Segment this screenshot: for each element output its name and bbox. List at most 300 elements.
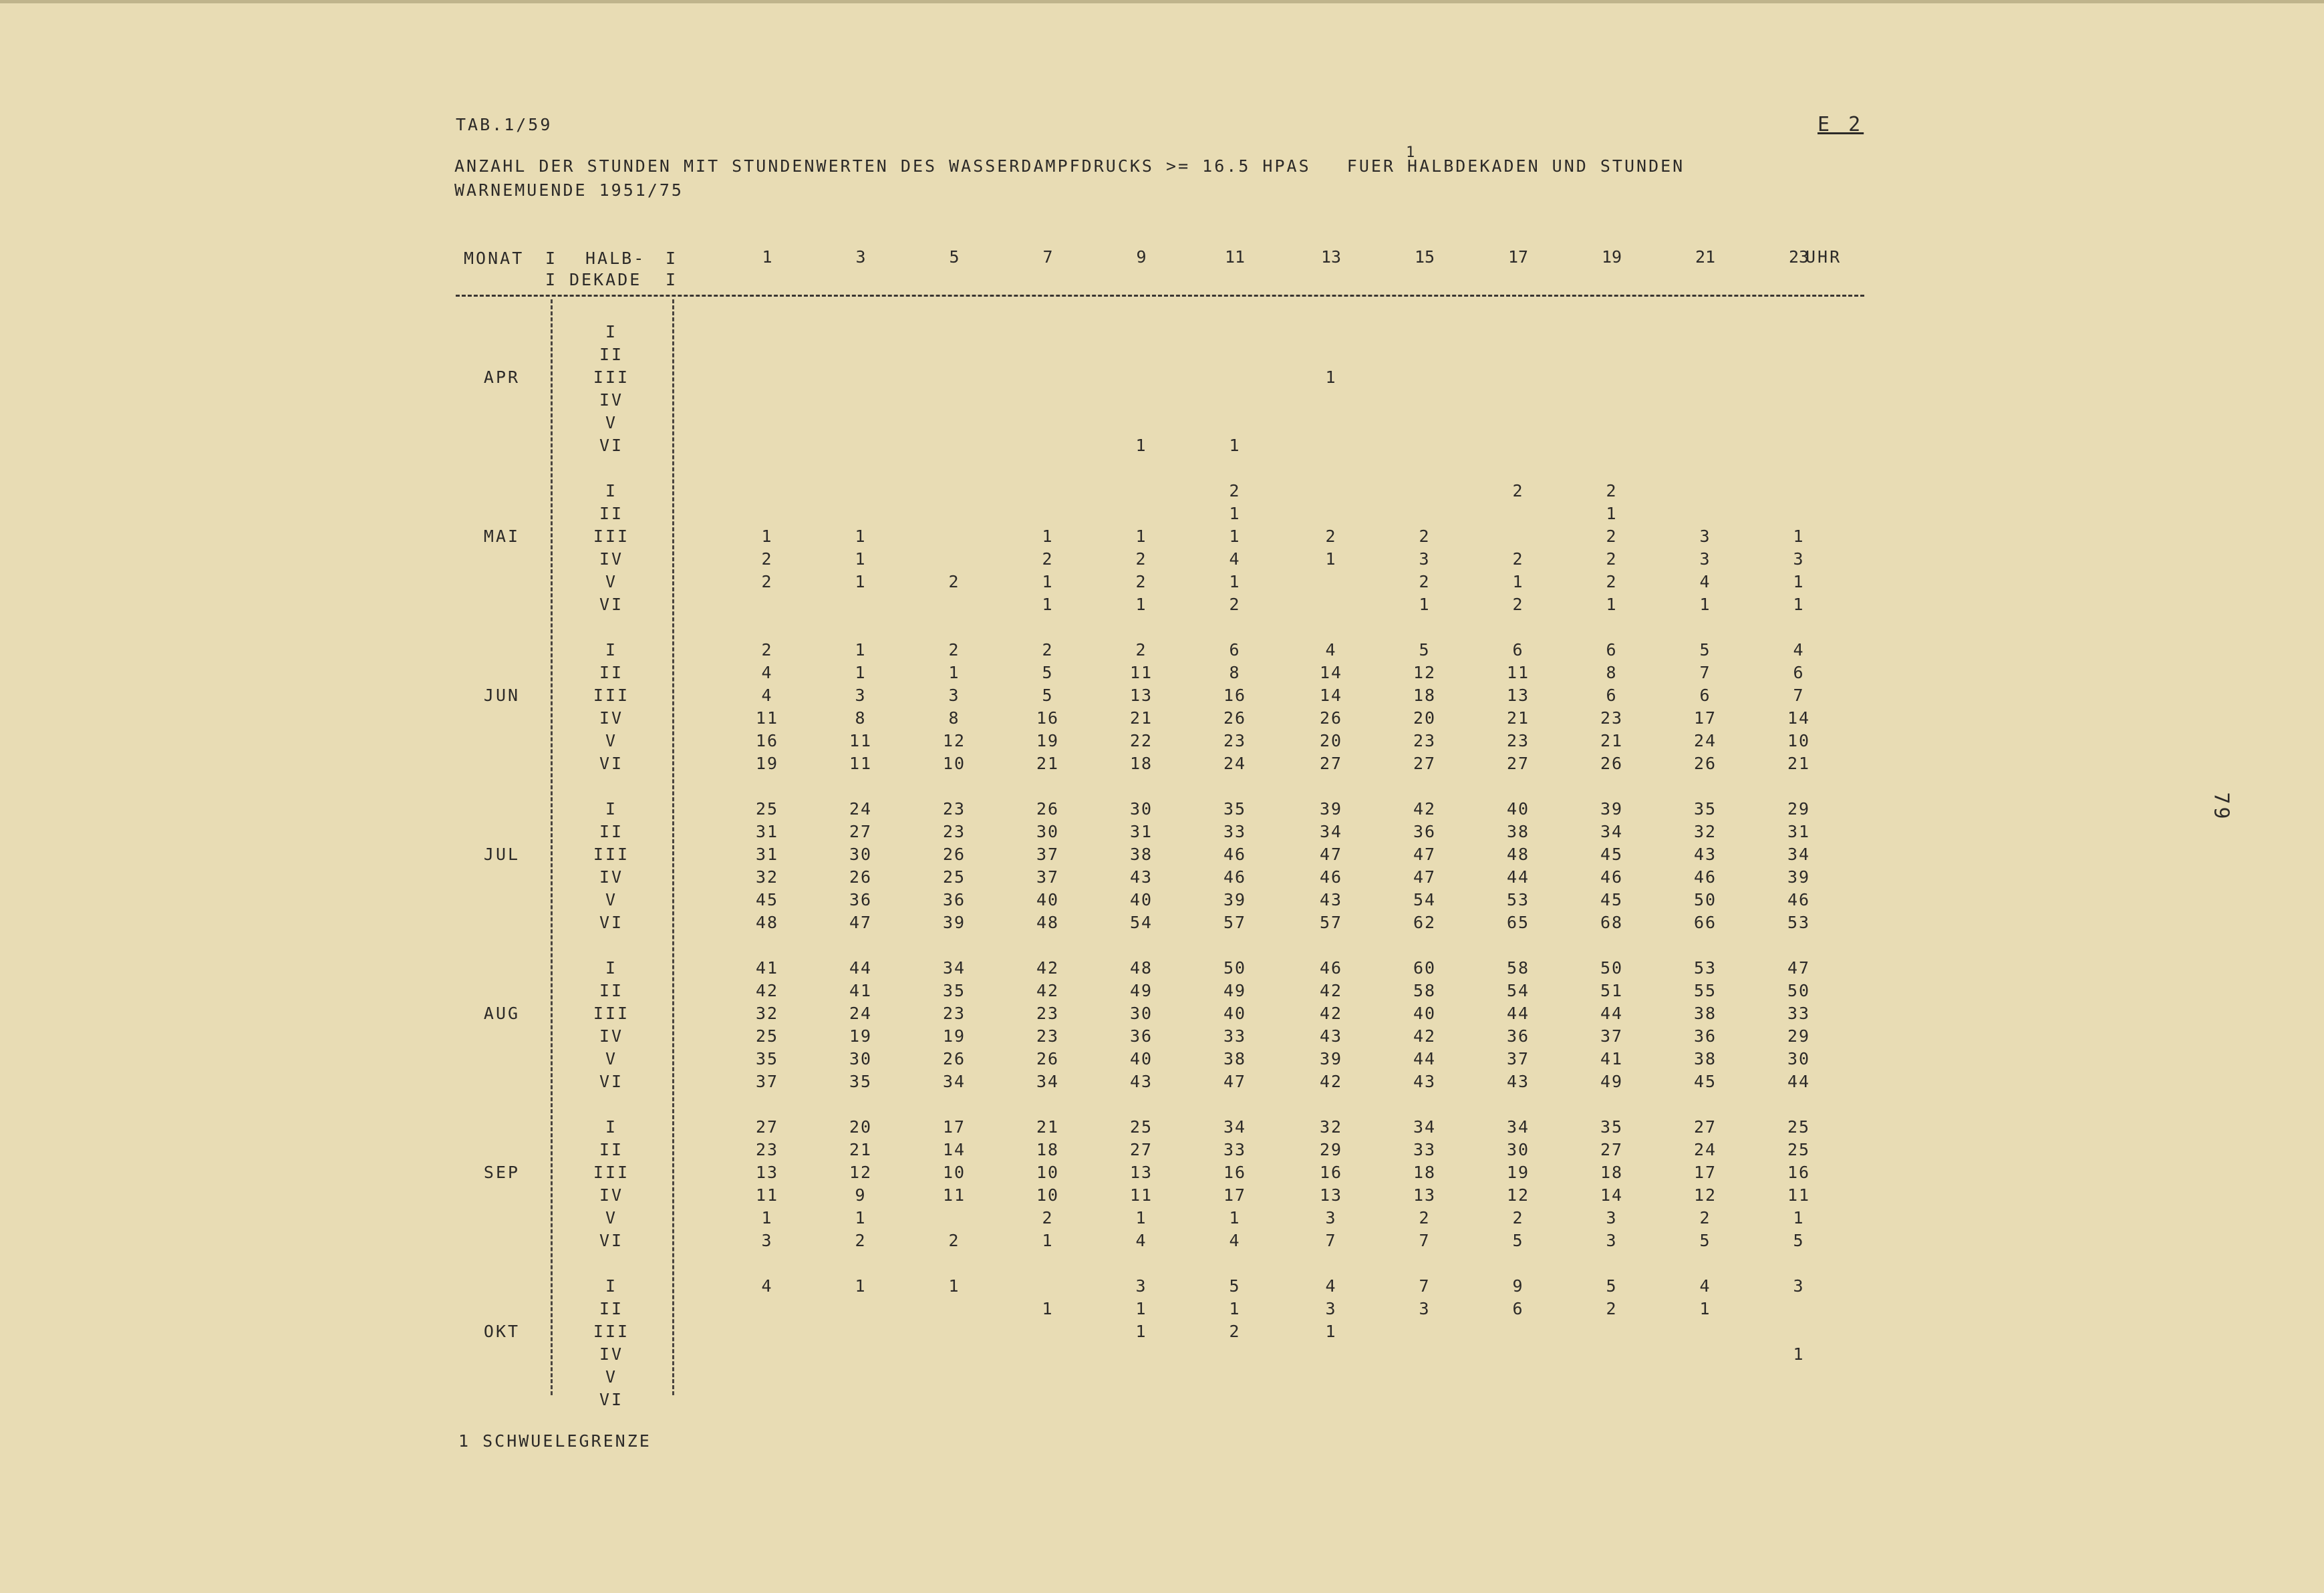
hour-header-19: 19	[1601, 247, 1622, 267]
table-cell: 39	[1223, 890, 1247, 909]
halbdekade-label: IV	[599, 867, 624, 887]
halbdekade-label: III	[593, 1004, 630, 1023]
table-cell: 1	[1793, 527, 1805, 546]
table-cell: 10	[942, 1163, 966, 1182]
halbdekade-label: II	[599, 663, 624, 682]
table-cell: 32	[1319, 1117, 1343, 1137]
table-cell: 1	[761, 527, 773, 546]
table-cell: 3	[1419, 549, 1431, 569]
halbdekade-label: VI	[599, 595, 624, 614]
table-cell: 47	[1413, 867, 1437, 887]
table-cell: 6	[1699, 686, 1711, 705]
table-cell: 21	[1506, 708, 1530, 728]
table-cell: 34	[1319, 822, 1343, 841]
table-cell: 11	[942, 1185, 966, 1205]
table-cell: 29	[1787, 799, 1811, 819]
table-cell: 24	[1693, 1140, 1717, 1159]
table-cell: 25	[755, 799, 779, 819]
table-cell: 62	[1413, 913, 1437, 932]
table-cell: 35	[942, 981, 966, 1000]
table-cell: 38	[1129, 845, 1153, 864]
table-cell: 37	[1506, 1049, 1530, 1068]
table-cell: 2	[1042, 549, 1054, 569]
table-cell: 34	[1036, 1072, 1060, 1091]
table-cell: 54	[1129, 913, 1153, 932]
table-cell: 37	[1036, 845, 1060, 864]
table-cell: 19	[755, 754, 779, 773]
table-cell: 13	[1413, 1185, 1437, 1205]
table-cell: 1	[1135, 1299, 1147, 1318]
header-unit: UHR	[1805, 247, 1842, 267]
table-cell: 42	[1036, 981, 1060, 1000]
table-cell: 23	[755, 1140, 779, 1159]
table-cell: 1	[1135, 595, 1147, 614]
table-cell: 1	[855, 640, 867, 660]
table-cell: 25	[942, 867, 966, 887]
table-cell: 39	[1787, 867, 1811, 887]
table-cell: 50	[1223, 958, 1247, 978]
table-cell: 47	[1787, 958, 1811, 978]
table-cell: 42	[1319, 1004, 1343, 1023]
table-cell: 2	[1699, 1208, 1711, 1227]
table-cell: 36	[1506, 1026, 1530, 1046]
table-cell: 42	[755, 981, 779, 1000]
table-cell: 1	[1699, 1299, 1711, 1318]
table-cell: 11	[1506, 663, 1530, 682]
table-cell: 43	[1319, 1026, 1343, 1046]
table-cell: 50	[1600, 958, 1624, 978]
table-cell: 2	[1512, 549, 1524, 569]
halbdekade-label: I	[605, 640, 618, 660]
table-cell: 1	[855, 1208, 867, 1227]
table-cell: 44	[1506, 1004, 1530, 1023]
table-cell: 10	[1036, 1163, 1060, 1182]
table-cell: 36	[1693, 1026, 1717, 1046]
table-cell: 10	[1036, 1185, 1060, 1205]
table-cell: 26	[1223, 708, 1247, 728]
table-cell: 24	[849, 799, 873, 819]
table-cell: 21	[1787, 754, 1811, 773]
title-line-2: WARNEMUENDE 1951/75	[454, 180, 684, 200]
table-cell: 3	[1325, 1299, 1337, 1318]
table-cell: 38	[1506, 822, 1530, 841]
table-cell: 46	[1319, 958, 1343, 978]
title-footnote-marker: 1	[1406, 144, 1417, 161]
table-cell: 1	[761, 1208, 773, 1227]
halbdekade-label: I	[605, 322, 618, 341]
table-cell: 30	[1036, 822, 1060, 841]
table-cell: 3	[1606, 1231, 1618, 1250]
hour-header-1: 1	[762, 247, 772, 267]
table-cell: 1	[855, 527, 867, 546]
table-cell: 4	[761, 1276, 773, 1296]
table-cell: 4	[1229, 549, 1241, 569]
table-cell: 48	[755, 913, 779, 932]
table-cell: 20	[849, 1117, 873, 1137]
table-cell: 5	[1793, 1231, 1805, 1250]
table-cell: 23	[942, 1004, 966, 1023]
header-separator	[456, 295, 1864, 297]
table-cell: 13	[1129, 686, 1153, 705]
halbdekade-label: V	[605, 890, 618, 909]
table-cell: 27	[849, 822, 873, 841]
table-cell: 2	[855, 1231, 867, 1250]
halbdekade-label: IV	[599, 1185, 624, 1205]
halbdekade-label: III	[593, 1163, 630, 1182]
table-cell: 41	[849, 981, 873, 1000]
table-cell: 18	[1036, 1140, 1060, 1159]
table-cell: 2	[948, 1231, 960, 1250]
month-label: MAI	[483, 527, 521, 546]
hour-header-9: 9	[1136, 247, 1147, 267]
table-cell: 6	[1512, 1299, 1524, 1318]
table-cell: 34	[1600, 822, 1624, 841]
table-cell: 1	[1419, 595, 1431, 614]
table-cell: 1	[1229, 1208, 1241, 1227]
table-cell: 11	[755, 1185, 779, 1205]
table-cell: 34	[1787, 845, 1811, 864]
header-sep-i: I	[666, 270, 678, 289]
table-cell: 35	[1693, 799, 1717, 819]
table-cell: 11	[1129, 663, 1153, 682]
halbdekade-label: IV	[599, 1344, 624, 1364]
table-cell: 2	[1419, 527, 1431, 546]
table-cell: 8	[855, 708, 867, 728]
table-cell: 21	[849, 1140, 873, 1159]
table-cell: 45	[1600, 845, 1624, 864]
header-sep-i: I	[545, 249, 558, 268]
table-cell: 32	[1693, 822, 1717, 841]
table-cell: 29	[1319, 1140, 1343, 1159]
halbdekade-label: II	[599, 822, 624, 841]
table-cell: 3	[761, 1231, 773, 1250]
table-cell: 58	[1413, 981, 1437, 1000]
table-cell: 27	[1413, 754, 1437, 773]
table-cell: 3	[1793, 1276, 1805, 1296]
table-cell: 4	[761, 663, 773, 682]
table-cell: 33	[1223, 1026, 1247, 1046]
table-cell: 1	[1042, 527, 1054, 546]
table-cell: 30	[1129, 1004, 1153, 1023]
halbdekade-label: V	[605, 1208, 618, 1227]
table-cell: 40	[1506, 799, 1530, 819]
table-cell: 1	[855, 572, 867, 591]
table-cell: 34	[1413, 1117, 1437, 1137]
table-cell: 53	[1693, 958, 1717, 978]
table-cell: 37	[755, 1072, 779, 1091]
table-cell: 11	[755, 708, 779, 728]
table-cell: 34	[1223, 1117, 1247, 1137]
table-cell: 4	[1699, 1276, 1711, 1296]
table-cell: 14	[1319, 663, 1343, 682]
table-cell: 42	[1413, 1026, 1437, 1046]
table-cell: 65	[1506, 913, 1530, 932]
table-cell: 6	[1512, 640, 1524, 660]
table-cell: 1	[1606, 504, 1618, 523]
table-cell: 24	[1693, 731, 1717, 750]
table-cell: 5	[1699, 1231, 1711, 1250]
table-cell: 31	[755, 822, 779, 841]
table-cell: 2	[761, 640, 773, 660]
halbdekade-label: V	[605, 572, 618, 591]
table-cell: 3	[1793, 549, 1805, 569]
halbdekade-label: II	[599, 504, 624, 523]
table-cell: 34	[942, 958, 966, 978]
table-cell: 30	[1129, 799, 1153, 819]
table-cell: 66	[1693, 913, 1717, 932]
table-cell: 43	[1319, 890, 1343, 909]
table-cell: 6	[1229, 640, 1241, 660]
table-cell: 1	[1512, 572, 1524, 591]
halbdekade-label: IV	[599, 390, 624, 410]
document-code: E 2	[1818, 113, 1864, 136]
table-cell: 1	[1793, 1208, 1805, 1227]
table-cell: 1	[1229, 572, 1241, 591]
table-cell: 14	[1787, 708, 1811, 728]
table-cell: 14	[1319, 686, 1343, 705]
table-cell: 60	[1413, 958, 1437, 978]
table-cell: 2	[1229, 595, 1241, 614]
table-cell: 17	[942, 1117, 966, 1137]
table-cell: 21	[1600, 731, 1624, 750]
table-cell: 1	[1229, 504, 1241, 523]
table-cell: 5	[1042, 686, 1054, 705]
halbdekade-label: I	[605, 799, 618, 819]
table-cell: 50	[1693, 890, 1717, 909]
table-cell: 2	[948, 640, 960, 660]
table-cell: 3	[948, 686, 960, 705]
hour-header-5: 5	[949, 247, 960, 267]
table-cell: 1	[855, 549, 867, 569]
table-cell: 18	[1413, 1163, 1437, 1182]
table-cell: 26	[1600, 754, 1624, 773]
table-cell: 1	[1042, 1299, 1054, 1318]
table-cell: 2	[1229, 1322, 1241, 1341]
table-cell: 26	[942, 1049, 966, 1068]
table-cell: 33	[1223, 1140, 1247, 1159]
table-cell: 1	[1325, 1322, 1337, 1341]
table-cell: 42	[1319, 1072, 1343, 1091]
hour-header-7: 7	[1042, 247, 1053, 267]
table-cell: 27	[1129, 1140, 1153, 1159]
table-cell: 2	[1419, 1208, 1431, 1227]
table-cell: 26	[1036, 799, 1060, 819]
table-cell: 68	[1600, 913, 1624, 932]
table-cell: 44	[849, 958, 873, 978]
table-cell: 2	[1512, 595, 1524, 614]
table-cell: 18	[1600, 1163, 1624, 1182]
table-cell: 30	[1506, 1140, 1530, 1159]
column-rule-left	[551, 299, 553, 1395]
table-cell: 39	[942, 913, 966, 932]
table-cell: 16	[1787, 1163, 1811, 1182]
table-cell: 1	[1793, 572, 1805, 591]
table-cell: 18	[1413, 686, 1437, 705]
table-cell: 32	[755, 1004, 779, 1023]
halbdekade-label: III	[593, 527, 630, 546]
table-cell: 26	[849, 867, 873, 887]
table-cell: 2	[1135, 640, 1147, 660]
table-cell: 26	[1036, 1049, 1060, 1068]
halbdekade-label: II	[599, 345, 624, 364]
table-cell: 35	[849, 1072, 873, 1091]
month-label: JUL	[483, 845, 521, 864]
table-cell: 5	[1042, 663, 1054, 682]
table-cell: 57	[1223, 913, 1247, 932]
table-cell: 25	[1787, 1140, 1811, 1159]
table-cell: 14	[1600, 1185, 1624, 1205]
table-cell: 26	[1693, 754, 1717, 773]
table-cell: 40	[1036, 890, 1060, 909]
halbdekade-label: VI	[599, 754, 624, 773]
halbdekade-label: II	[599, 981, 624, 1000]
table-cell: 47	[1223, 1072, 1247, 1091]
table-cell: 51	[1600, 981, 1624, 1000]
table-cell: 8	[948, 708, 960, 728]
table-cell: 11	[849, 754, 873, 773]
table-cell: 21	[1036, 1117, 1060, 1137]
table-cell: 46	[1693, 867, 1717, 887]
table-cell: 38	[1693, 1049, 1717, 1068]
table-cell: 23	[1506, 731, 1530, 750]
header-dekade: DEKADE	[569, 270, 642, 289]
halbdekade-label: IV	[599, 708, 624, 728]
table-cell: 43	[1693, 845, 1717, 864]
table-cell: 37	[1036, 867, 1060, 887]
table-cell: 3	[1699, 549, 1711, 569]
table-cell: 46	[1223, 845, 1247, 864]
table-cell: 3	[1419, 1299, 1431, 1318]
table-cell: 38	[1693, 1004, 1717, 1023]
table-cell: 23	[942, 799, 966, 819]
table-cell: 16	[1223, 686, 1247, 705]
table-cell: 18	[1129, 754, 1153, 773]
table-cell: 4	[1135, 1231, 1147, 1250]
footnote: 1 SCHWUELEGRENZE	[458, 1431, 651, 1451]
table-cell: 21	[1036, 754, 1060, 773]
table-cell: 14	[942, 1140, 966, 1159]
table-cell: 1	[1699, 595, 1711, 614]
table-cell: 54	[1506, 981, 1530, 1000]
halbdekade-label: II	[599, 1299, 624, 1318]
table-cell: 1	[948, 663, 960, 682]
table-cell: 27	[1506, 754, 1530, 773]
title-line-1-main: ANZAHL DER STUNDEN MIT STUNDENWERTEN DES WASSERDAMPFDRUCKS >= 16.5 HPAS	[454, 156, 1311, 176]
table-cell: 4	[1229, 1231, 1241, 1250]
table-cell: 1	[1325, 549, 1337, 569]
table-cell: 19	[1506, 1163, 1530, 1182]
table-cell: 49	[1129, 981, 1153, 1000]
month-label: AUG	[483, 1004, 521, 1023]
hour-header-3: 3	[855, 247, 866, 267]
header-sep-i: I	[666, 249, 678, 268]
halbdekade-label: I	[605, 481, 618, 500]
table-cell: 27	[755, 1117, 779, 1137]
table-cell: 7	[1699, 663, 1711, 682]
table-cell: 31	[1787, 822, 1811, 841]
table-cell: 5	[1512, 1231, 1524, 1250]
table-cell: 5	[1699, 640, 1711, 660]
table-cell: 2	[1135, 572, 1147, 591]
table-cell: 48	[1129, 958, 1153, 978]
table-cell: 47	[1319, 845, 1343, 864]
month-label: SEP	[483, 1163, 521, 1182]
header-sep-i: I	[545, 270, 558, 289]
table-cell: 38	[1223, 1049, 1247, 1068]
table-cell: 6	[1793, 663, 1805, 682]
table-cell: 2	[1606, 481, 1618, 500]
table-cell: 8	[1606, 663, 1618, 682]
table-cell: 45	[1600, 890, 1624, 909]
hour-header-11: 11	[1224, 247, 1246, 267]
table-cell: 46	[1223, 867, 1247, 887]
hour-header-23: 23	[1788, 247, 1809, 267]
table-cell: 17	[1223, 1185, 1247, 1205]
table-cell: 5	[1229, 1276, 1241, 1296]
table-cell: 49	[1223, 981, 1247, 1000]
table-cell: 11	[849, 731, 873, 750]
table-cell: 3	[1606, 1208, 1618, 1227]
table-cell: 4	[1699, 572, 1711, 591]
table-cell: 42	[1036, 958, 1060, 978]
hour-header-21: 21	[1695, 247, 1716, 267]
halbdekade-label: III	[593, 368, 630, 387]
table-cell: 32	[755, 867, 779, 887]
table-cell: 30	[849, 1049, 873, 1068]
table-cell: 45	[755, 890, 779, 909]
table-cell: 25	[755, 1026, 779, 1046]
table-cell: 31	[755, 845, 779, 864]
table-cell: 50	[1787, 981, 1811, 1000]
halbdekade-label: VI	[599, 1072, 624, 1091]
table-cell: 4	[761, 686, 773, 705]
table-cell: 31	[1129, 822, 1153, 841]
table-cell: 11	[1787, 1185, 1811, 1205]
halbdekade-label: V	[605, 1049, 618, 1068]
table-cell: 16	[1319, 1163, 1343, 1182]
table-cell: 6	[1606, 640, 1618, 660]
table-cell: 1	[1229, 436, 1241, 455]
table-cell: 39	[1319, 799, 1343, 819]
table-cell: 13	[1129, 1163, 1153, 1182]
table-cell: 43	[1506, 1072, 1530, 1091]
table-cell: 7	[1325, 1231, 1337, 1250]
table-cell: 40	[1413, 1004, 1437, 1023]
title-line-1	[454, 156, 1685, 176]
table-cell: 2	[1606, 549, 1618, 569]
table-cell: 3	[1135, 1276, 1147, 1296]
table-cell: 33	[1223, 822, 1247, 841]
table-cell: 42	[1319, 981, 1343, 1000]
table-cell: 1	[1135, 1322, 1147, 1341]
halbdekade-label: I	[605, 1117, 618, 1137]
table-cell: 7	[1419, 1276, 1431, 1296]
table-cell: 30	[1787, 1049, 1811, 1068]
table-cell: 1	[1606, 595, 1618, 614]
table-cell: 25	[1787, 1117, 1811, 1137]
table-cell: 27	[1693, 1117, 1717, 1137]
table-cell: 12	[942, 731, 966, 750]
halbdekade-label: III	[593, 1322, 630, 1341]
halbdekade-label: V	[605, 731, 618, 750]
table-cell: 48	[1506, 845, 1530, 864]
table-cell: 33	[1413, 1140, 1437, 1159]
table-cell: 3	[855, 686, 867, 705]
table-cell: 27	[1600, 1140, 1624, 1159]
table-cell: 22	[1129, 731, 1153, 750]
table-cell: 5	[1419, 640, 1431, 660]
table-cell: 2	[1229, 481, 1241, 500]
